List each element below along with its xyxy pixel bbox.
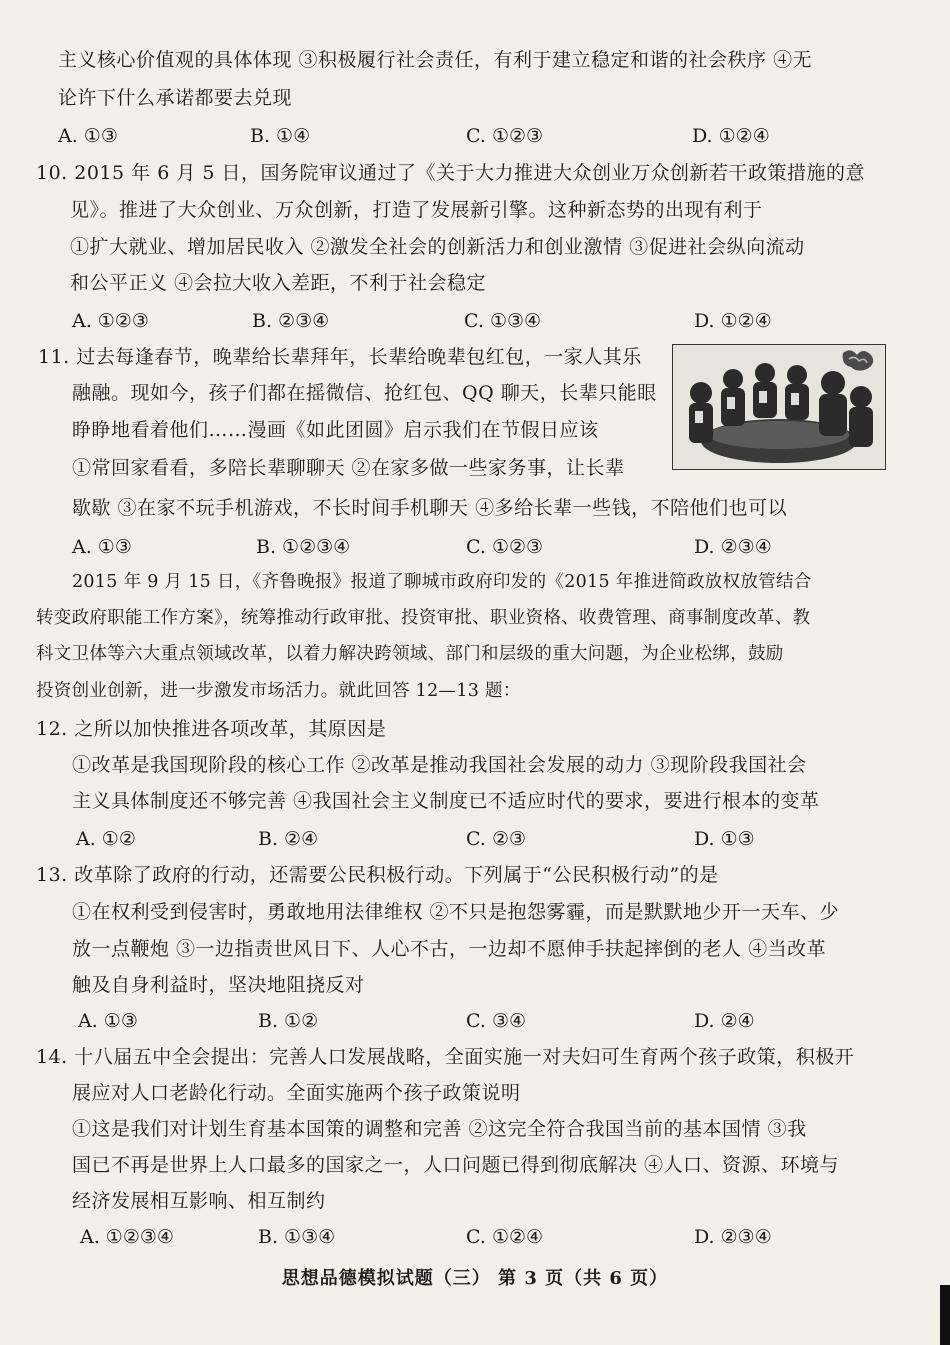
q9-line-2: 论许下什么承诺都要去兑现 bbox=[58, 87, 293, 109]
q11-line-1: 11. 过去每逢春节，晚辈给长辈拜年，长辈给晚辈包红包，一家人其乐 bbox=[38, 346, 642, 368]
q11-option-c: C. ①②③ bbox=[466, 536, 544, 558]
q11-option-a: A. ①③ bbox=[72, 536, 132, 558]
page-footer: 思想品德模拟试题（三） 第 3 页（共 6 页） bbox=[281, 1268, 669, 1289]
passage-line-1: 2015 年 9 月 15 日，《齐鲁晚报》报道了聊城市政府印发的《2015 年推进简政放权放管结合 bbox=[72, 572, 812, 592]
q14-line-5: 经济发展相互影响、相互制约 bbox=[72, 1190, 326, 1212]
q10-option-b: B. ②③④ bbox=[252, 310, 330, 332]
q10-line-4: 和公平正义 ④会拉大收入差距，不利于社会稳定 bbox=[70, 272, 487, 294]
q13-line-2: ①在权利受到侵害时，勇敢地用法律维权 ②不只是抱怨雾霾，而是默默地少开一天车、少 bbox=[72, 901, 840, 923]
q14-line-4: 国已不再是世界上人口最多的国家之一，人口问题已得到彻底解决 ④人口、资源、环境与 bbox=[72, 1154, 840, 1176]
q14-line-3: ①这是我们对计划生育基本国策的调整和完善 ②这完全符合我国当前的基本国情 ③我 bbox=[72, 1118, 807, 1140]
scan-edge-shadow bbox=[940, 1285, 950, 1345]
q14-line-1: 14. 十八届五中全会提出：完善人口发展战略，全面实施一对夫妇可生育两个孩子政策，积极开 bbox=[36, 1046, 855, 1068]
q11-line-4: ①常回家看看，多陪长辈聊聊天 ②在家多做一些家务事，让长辈 bbox=[72, 457, 625, 479]
q13-option-b: B. ①② bbox=[258, 1010, 319, 1032]
family-reunion-cartoon-illustration bbox=[673, 345, 885, 469]
q14-option-b: B. ①③④ bbox=[258, 1226, 336, 1248]
q14-option-a: A. ①②③④ bbox=[80, 1226, 174, 1248]
q11-line-3: 睁睁地看着他们……漫画《如此团圆》启示我们在节假日应该 bbox=[72, 419, 599, 441]
q11-option-d: D. ②③④ bbox=[694, 536, 772, 558]
q13-option-d: D. ②④ bbox=[694, 1010, 755, 1032]
q12-option-a: A. ①② bbox=[76, 828, 136, 850]
q12-option-d: D. ①③ bbox=[694, 828, 755, 850]
q10-option-c: C. ①③④ bbox=[464, 310, 542, 332]
q10-line-3: ①扩大就业、增加居民收入 ②激发全社会的创新活力和创业激情 ③促进社会纵向流动 bbox=[70, 236, 805, 258]
q13-line-3: 放一点鞭炮 ③一边指责世风日下、人心不古，一边却不愿伸手扶起摔倒的老人 ④当改革 bbox=[72, 938, 827, 960]
q11-line-2: 融融。现如今，孩子们都在摇微信、抢红包、QQ 聊天，长辈只能眼 bbox=[72, 382, 657, 404]
cartoon-image bbox=[672, 344, 886, 470]
q13-option-a: A. ①③ bbox=[78, 1010, 138, 1032]
passage-line-2: 转变政府职能工作方案》，统筹推动行政审批、投资审批、职业资格、收费管理、商事制度改革、教 bbox=[36, 608, 811, 628]
q11-line-5: 歇歇 ③在家不玩手机游戏，不长时间手机聊天 ④多给长辈一些钱，不陪他们也可以 bbox=[72, 497, 788, 519]
q10-line-1: 10. 2015 年 6 月 5 日，国务院审议通过了《关于大力推进大众创业万众创新若干政策措施的意 bbox=[36, 162, 865, 184]
q14-option-d: D. ②③④ bbox=[694, 1226, 772, 1248]
q12-option-c: C. ②③ bbox=[466, 828, 527, 850]
q10-line-2: 见》。推进了大众创业、万众创新，打造了发展新引擎。这种新态势的出现有利于 bbox=[70, 199, 763, 221]
q12-option-b: B. ②④ bbox=[258, 828, 319, 850]
q13-line-1: 13. 改革除了政府的行动，还需要公民积极行动。下列属于“公民积极行动”的是 bbox=[36, 864, 719, 886]
q10-option-a: A. ①②③ bbox=[72, 310, 149, 332]
q12-line-2: ①改革是我国现阶段的核心工作 ②改革是推动我国社会发展的动力 ③现阶段我国社会 bbox=[72, 754, 807, 776]
passage-line-3: 科文卫体等六大重点领域改革，以着力解决跨领域、部门和层级的重大问题，为企业松绑，鼓励 bbox=[36, 644, 784, 664]
q14-line-2: 展应对人口老龄化行动。全面实施两个孩子政策说明 bbox=[72, 1082, 521, 1104]
q9-line-1: 主义核心价值观的具体体现 ③积极履行社会责任，有利于建立稳定和谐的社会秩序 ④无 bbox=[58, 49, 813, 71]
q9-option-d: D. ①②④ bbox=[692, 125, 770, 147]
q12-line-1: 12. 之所以加快推进各项改革，其原因是 bbox=[36, 718, 387, 740]
q11-option-b: B. ①②③④ bbox=[256, 536, 351, 558]
q9-option-c: C. ①②③ bbox=[466, 125, 544, 147]
q9-option-a: A. ①③ bbox=[58, 125, 118, 147]
q10-option-d: D. ①②④ bbox=[694, 310, 772, 332]
passage-line-4: 投资创业创新，进一步激发市场活力。就此回答 12—13 题： bbox=[36, 681, 521, 701]
q13-option-c: C. ③④ bbox=[466, 1010, 527, 1032]
q12-line-3: 主义具体制度还不够完善 ④我国社会主义制度已不适应时代的要求，要进行根本的变革 bbox=[72, 790, 820, 812]
q9-option-b: B. ①④ bbox=[250, 125, 311, 147]
q14-option-c: C. ①②④ bbox=[466, 1226, 544, 1248]
q13-line-4: 触及自身利益时，坚决地阻挠反对 bbox=[72, 974, 365, 996]
